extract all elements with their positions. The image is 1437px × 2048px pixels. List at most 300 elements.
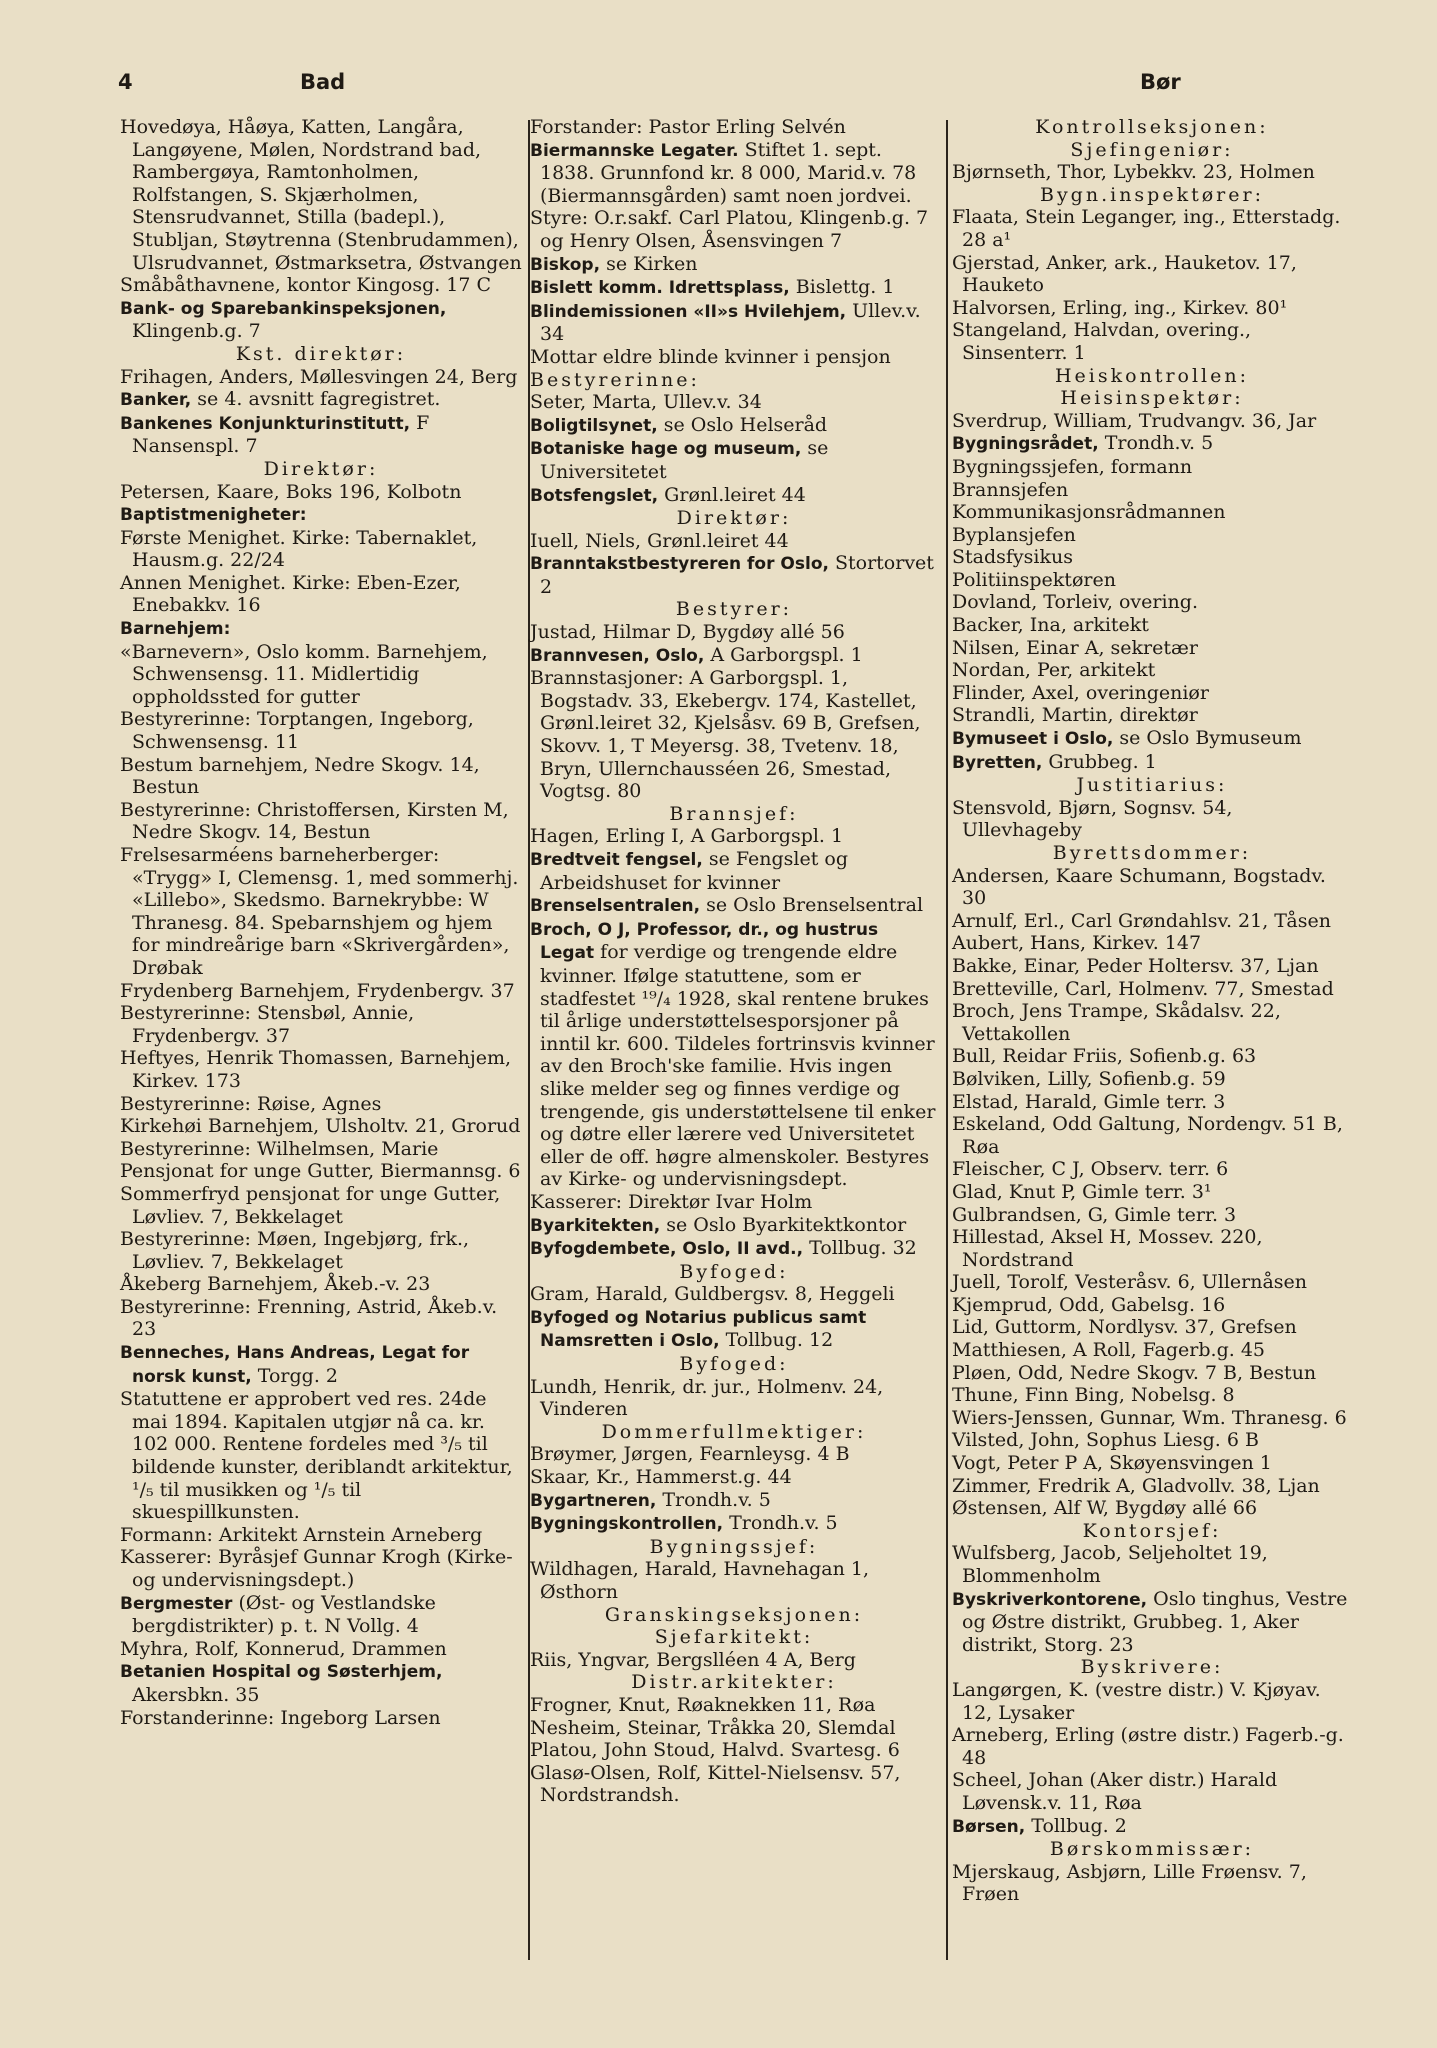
directory-entry <box>952 1068 1352 1091</box>
entry-text: Juell, Torolf, Vesteråsv. 6, Ullernåsen <box>952 1271 1308 1294</box>
entry-text: Hillestad, Aksel H, Mossev. 220, Nordstrand <box>952 1226 1263 1271</box>
entry-text: Bestyrerinne: Stensbøl, Annie, Frydenbergv. 37 <box>120 1002 415 1047</box>
directory-entry <box>952 1679 1352 1724</box>
entry-text: Åkeberg Barnehjem, Åkeb.-v. 23 <box>120 1273 431 1296</box>
directory-entry <box>530 437 938 483</box>
entry-heading: Banker, <box>120 390 192 411</box>
directory-entry <box>530 1443 938 1466</box>
entry-text: Småbåthavnene, kontor Kingosg. 17 C <box>120 274 492 297</box>
entry-text: Byskrivere: <box>1080 1656 1224 1679</box>
entry-text: Statuttene er approbert ved res. 24de mai 1894. Kapitalen utgjør nå ca. kr. 102 000. Rentene fordeles med ³/₅ til bildende kunster, deriblandt arkitektur, ¹/₅ til musikken og ¹/₅ til skuespillkunsten. <box>120 1388 513 1524</box>
entry-text: Tollbug. 2 <box>1025 1814 1127 1837</box>
directory-entry <box>120 503 522 527</box>
directory-entry <box>952 1158 1352 1181</box>
directory-entry <box>952 1113 1352 1158</box>
entry-text: Stensvold, Bjørn, Sognsv. 54, Ullevhageby <box>952 796 1233 842</box>
directory-entry <box>120 844 522 980</box>
directory-entry <box>120 1047 522 1092</box>
directory-entry <box>952 1656 1352 1679</box>
directory-entry <box>530 1237 938 1261</box>
directory-entry <box>530 1694 938 1717</box>
entry-text: Bestyrerinne: <box>530 368 700 391</box>
entry-text: Kommunikasjonsrådmannen <box>952 501 1226 524</box>
directory-entry <box>530 894 938 918</box>
entry-text: Nordan, Per, arkitekt <box>952 659 1156 682</box>
entry-text: Trondh.v. 5 <box>1098 432 1214 455</box>
entry-text: Iuell, Niels, Grønl.leiret 44 <box>530 529 789 552</box>
entry-text: Fleischer, C J, Observ. terr. 6 <box>952 1158 1229 1181</box>
directory-entry <box>952 932 1352 955</box>
entry-heading: Bygningskontrollen, <box>530 1514 724 1535</box>
directory-entry <box>952 297 1352 320</box>
directory-entry <box>952 1271 1352 1294</box>
directory-entry <box>120 1296 522 1341</box>
entry-text: Lundh, Henrik, dr. jur., Holmenv. 24, Vinderen <box>530 1375 884 1421</box>
directory-entry <box>952 1091 1352 1114</box>
directory-entry <box>530 1512 938 1536</box>
directory-entry <box>530 1376 938 1421</box>
entry-text: Backer, Ina, arkitekt <box>952 614 1149 637</box>
entry-text: Torgg. 2 <box>251 1364 338 1387</box>
directory-entry <box>530 1536 938 1559</box>
directory-entry <box>952 1000 1352 1045</box>
directory-entry <box>952 1497 1352 1520</box>
directory-entry <box>530 530 938 553</box>
entry-heading: Bergmester <box>120 1593 233 1614</box>
column-3 <box>952 116 1352 1906</box>
directory-entry <box>120 1546 522 1591</box>
directory-entry <box>120 388 522 412</box>
directory-entry <box>530 1214 938 1238</box>
directory-entry <box>952 682 1352 705</box>
directory-entry <box>120 617 522 641</box>
directory-entry <box>952 365 1352 388</box>
directory-entry <box>120 1115 522 1138</box>
entry-heading: Bygningsrådet, <box>952 434 1099 455</box>
directory-entry <box>952 1407 1352 1430</box>
entry-text: for verdige og trengende eldre kvinner. Ifølge statuttene, som er stadfestet ¹⁹/₄ 1928, skal rentene brukes til årlige understøttelsesporsjoner på inntil kr. 600. Tildeles fortrinsvis kvinner av den Broch'ske familie. Hvis ingen slike melder seg og finnes verdige og trengende, gis understøttelsene til enker og døtre eller lærere ved Universitetet eller de off. høgre almenskoler. Bestyres av Kirke- og undervisningsdept. <box>540 941 936 1191</box>
entry-heading: Børsen, <box>952 1816 1026 1837</box>
directory-entry <box>530 1671 938 1694</box>
directory-entry <box>530 484 938 508</box>
directory-entry <box>952 501 1352 524</box>
directory-entry <box>952 456 1352 479</box>
entry-text: se Oslo Brenselsentral <box>700 894 924 917</box>
entry-text: Platou, John Stoud, Halvd. Svartesg. 6 <box>530 1739 900 1762</box>
entry-text: Bjørnseth, Thor, Lybekkv. 23, Holmen <box>952 161 1315 184</box>
directory-entry <box>530 391 938 414</box>
entry-heading: Baptistmenigheter: <box>120 505 307 526</box>
directory-entry <box>120 980 522 1003</box>
directory-entry <box>952 1724 1352 1769</box>
directory-entry <box>530 1649 938 1672</box>
entry-text: Lid, Guttorm, Nordlysv. 37, Grefsen <box>952 1316 1297 1339</box>
entry-heading: Bank- og Sparebankinspeksjonen, <box>120 298 447 319</box>
directory-entry <box>530 1739 938 1762</box>
directory-entry <box>120 754 522 799</box>
entry-text: Langørgen, K. (vestre distr.) V. Kjøyav. 12, Lysaker <box>952 1678 1321 1724</box>
entry-text: Justad, Hilmar D, Bygdøy allé 56 <box>530 621 845 644</box>
directory-entry <box>120 1138 522 1161</box>
directory-entry <box>952 1520 1352 1543</box>
entry-text: F Nansenspl. 7 <box>132 411 430 458</box>
entry-heading: Bredtveit fengsel, <box>530 850 703 870</box>
entry-text: Klingenb.g. 7 <box>132 320 261 343</box>
entry-text: Kontorsjef: <box>1082 1519 1222 1542</box>
entry-text: Brannsjefen <box>952 478 1069 501</box>
directory-entry <box>120 1388 522 1524</box>
directory-entry <box>952 546 1352 569</box>
directory-entry <box>952 910 1352 933</box>
directory-entry <box>120 366 522 389</box>
entry-text: Granskingseksjonen: <box>604 1603 864 1626</box>
directory-entry <box>952 1475 1352 1498</box>
entry-text: se Kirken <box>600 252 698 275</box>
directory-entry <box>952 524 1352 547</box>
directory-entry <box>952 161 1352 184</box>
directory-entry <box>952 1294 1352 1317</box>
directory-entry <box>120 1183 522 1228</box>
entry-text: Frydenberg Barnehjem, Frydenbergv. 37 <box>120 979 515 1002</box>
directory-entry <box>952 727 1352 751</box>
entry-text: se 4. avsnitt fagregistret. <box>191 388 441 411</box>
entry-text: Mjerskaug, Asbjørn, Lille Frøensv. 7, Frøen <box>952 1860 1307 1906</box>
entry-text: Bestyrerinne: Wilhelmsen, Marie <box>120 1137 439 1160</box>
directory-entry <box>120 1093 522 1116</box>
directory-entry <box>530 1466 938 1489</box>
directory-entry <box>952 797 1352 842</box>
entry-text: Sommerfryd pensjonat for unge Gutter, Løvliev. 7, Bekkelaget <box>120 1182 501 1228</box>
entry-text: Zimmer, Fredrik A, Gladvollv. 38, Ljan <box>952 1474 1320 1497</box>
entry-text: Glad, Knut P, Gimle terr. 3¹ <box>952 1180 1212 1203</box>
running-head-right: Bør <box>1140 70 1181 94</box>
column-2 <box>530 116 938 1807</box>
entry-text: Nesheim, Steinar, Tråkka 20, Slemdal <box>530 1716 896 1739</box>
entry-text: A Garborgspl. 1 <box>704 643 863 666</box>
directory-entry <box>952 704 1352 727</box>
directory-entry <box>530 1191 938 1214</box>
entry-text: Seter, Marta, Ullev.v. 34 <box>530 391 762 414</box>
directory-entry <box>952 1429 1352 1452</box>
directory-entry <box>952 410 1352 433</box>
directory-entry <box>530 1604 938 1627</box>
directory-entry <box>952 637 1352 660</box>
entry-text: Forstanderinne: Ingeborg Larsen <box>120 1706 441 1729</box>
directory-entry <box>530 300 938 346</box>
entry-text: Strandli, Martin, direktør <box>952 704 1198 727</box>
entry-text: Broch, Jens Trampe, Skådalsv. 22, Vettakollen <box>952 1000 1281 1045</box>
entry-heading: Byfoged og Notarius publicus samt Namsretten i Oslo, <box>530 1307 867 1352</box>
entry-text: Styre: O.r.sakf. Carl Platou, Klingenb.g. 7 og Henry Olsen, Åsensvingen 7 <box>530 207 929 252</box>
entry-heading: Brannvesen, Oslo, <box>530 645 705 666</box>
entry-text: Kjemprud, Odd, Gabelsg. 16 <box>952 1293 1226 1316</box>
directory-entry <box>530 1421 938 1444</box>
directory-entry <box>530 139 938 208</box>
entry-text: Oslo tinghus, Vestre og Østre distrikt, Grubbeg. 1, Aker distrikt, Storg. 23 <box>962 1587 1348 1656</box>
directory-entry <box>120 412 522 458</box>
entry-text: Børskommissær: <box>1049 1838 1255 1861</box>
directory-entry <box>952 1838 1352 1861</box>
entry-text: Flaata, Stein Leganger, ing., Etterstadg. 28 a¹ <box>952 206 1341 251</box>
directory-entry <box>530 1717 938 1740</box>
entry-text: Sverdrup, William, Trudvangv. 36, Jar <box>952 409 1317 432</box>
entry-heading: Byretten, <box>952 752 1043 773</box>
directory-entry <box>530 1353 938 1376</box>
entry-heading: Bymuseet i Oslo, <box>952 729 1114 750</box>
entry-text: Tollbug. 32 <box>803 1237 917 1260</box>
entry-text: Trondh.v. 5 <box>656 1488 771 1511</box>
entry-text: Gulbrandsen, G, Gimle terr. 3 <box>952 1203 1237 1226</box>
directory-entry <box>530 276 938 300</box>
entry-text: Bestyrerinne: Torptangen, Ingeborg, Schwensensg. 11 <box>120 708 474 754</box>
entry-text: Første Menighet. Kirke: Tabernaklet, Hausm.g. 22/24 <box>120 526 478 572</box>
directory-entry <box>952 1769 1352 1814</box>
entry-text: Matthiesen, A Roll, Fagerb.g. 45 <box>952 1339 1265 1362</box>
entry-text: Frihagen, Anders, Møllesvingen 24, Berg <box>120 365 518 388</box>
directory-entry <box>530 1558 938 1603</box>
entry-text: Frelsesarméens barneherberger: «Trygg» I, Clemensg. 1, med sommerhj. «Lillebo», Skedsmo. Barnekrybbe: W Thranesg. 84. Spebarnshjem og hjem for mindreårige barn «Skrivergården», Drøbak <box>120 844 519 979</box>
directory-entry <box>952 116 1352 139</box>
directory-entry <box>530 116 938 139</box>
directory-entry <box>530 667 938 803</box>
entry-text: Pensjonat for unge Gutter, Biermannsg. 6 <box>120 1160 521 1183</box>
entry-text: Bestyrerinne: Møen, Ingebjørg, frk., Løvliev. 7, Bekkelaget <box>120 1228 470 1273</box>
entry-text: Dovland, Torleiv, overing. <box>952 591 1198 614</box>
directory-entry <box>530 207 938 252</box>
directory-entry <box>530 848 938 894</box>
entry-text: Annen Menighet. Kirke: Eben-Ezer, Enebakkv. 16 <box>120 571 461 617</box>
entry-text: Grønl.leiret 44 <box>658 483 806 506</box>
column-divider <box>946 120 948 1960</box>
directory-entry <box>952 659 1352 682</box>
entry-text: Byfoged: <box>679 1260 789 1283</box>
entry-text: se Oslo Byarkitektkontor <box>660 1213 907 1236</box>
entry-text: Grubbeg. 1 <box>1042 750 1157 773</box>
entry-text: (Øst- og Vestlandske bergdistrikter) p. t. N Vollg. 4 <box>132 1591 436 1638</box>
directory-entry <box>530 621 938 644</box>
directory-entry <box>530 552 938 598</box>
entry-text: Bygningssjef: <box>649 1535 819 1558</box>
entry-text: Mottar eldre blinde kvinner i pensjon <box>530 345 891 368</box>
directory-entry <box>952 432 1352 456</box>
directory-entry <box>530 1762 938 1807</box>
entry-text: Gram, Harald, Guldbergsv. 8, Heggeli <box>530 1283 895 1306</box>
entry-text: Byfoged: <box>679 1353 789 1376</box>
entry-text: Akersbkn. 35 <box>132 1683 260 1706</box>
directory-entry <box>952 751 1352 775</box>
entry-text: Distr.arkitekter: <box>631 1671 837 1694</box>
entry-heading: Benneches, Hans Andreas, Legat for norsk kunst, <box>120 1343 470 1387</box>
entry-text: Eskeland, Odd Galtung, Nordengv. 51 B, Røa <box>952 1113 1343 1158</box>
entry-text: Halvorsen, Erling, ing., Kirkev. 80¹ <box>952 296 1288 319</box>
directory-entry <box>530 803 938 826</box>
directory-entry <box>952 1204 1352 1227</box>
directory-entry <box>952 1316 1352 1339</box>
entry-text: Bestyrer: <box>675 598 793 621</box>
directory-entry <box>530 1626 938 1649</box>
directory-entry <box>952 1045 1352 1068</box>
directory-entry <box>530 1489 938 1513</box>
entry-text: Bygn.inspektører: <box>1039 183 1264 206</box>
entry-heading: Byskriverkontorene, <box>952 1589 1148 1610</box>
directory-entry <box>952 1339 1352 1362</box>
entry-heading: Betanien Hospital og Søsterhjem, <box>120 1662 443 1683</box>
entry-text: Stangeland, Halvdan, overing., Sinsenterr. 1 <box>952 319 1252 364</box>
directory-entry <box>120 1273 522 1296</box>
directory-entry <box>952 252 1352 297</box>
directory-entry <box>952 978 1352 1001</box>
directory-entry <box>952 842 1352 865</box>
entry-text: Brøymer, Jørgen, Fearnleysg. 4 B <box>530 1443 850 1466</box>
entry-text: Bestyrerinne: Røise, Agnes <box>120 1092 382 1115</box>
entry-text: «Barnevern», Oslo komm. Barnehjem, Schwensensg. 11. Midlertidig oppholdssted for gutter <box>120 640 488 708</box>
directory-entry <box>952 774 1352 797</box>
entry-text: Bull, Reidar Friis, Sofienb.g. 63 <box>952 1045 1257 1068</box>
entry-text: Brannstasjoner: A Garborgspl. 1, Bogstadv. 33, Ekebergv. 174, Kastellet, Grønl.leiret 32, Kjelsåsv. 69 B, Grefsen, Skovv. 1, T Meyersg. 38, Tvetenv. 18, Bryn, Ullernchausséen 26, Smestad, Vogtsg. 80 <box>530 667 921 803</box>
entry-text: se Oslo Helseråd <box>657 413 828 436</box>
directory-entry <box>530 346 938 369</box>
entry-text: Byrettsdommer: <box>1052 842 1252 864</box>
directory-entry <box>120 1341 522 1388</box>
directory-entry <box>120 1707 522 1730</box>
entry-text: Arnulf, Erl., Carl Grøndahlsv. 21, Tåsen <box>952 909 1331 932</box>
entry-text: Andersen, Kaare Schumann, Bogstadv. 30 <box>952 864 1326 910</box>
entry-text: Trondh.v. 5 <box>723 1512 838 1535</box>
entry-text: Bestyrerinne: Frenning, Astrid, Åkeb.v. 23 <box>120 1295 498 1341</box>
directory-entry <box>120 297 522 343</box>
entry-text: Sjefingeniør: <box>1070 138 1234 161</box>
directory-entry <box>530 1283 938 1306</box>
entry-heading: Broch, O J, Professor, dr., og hustrus Legat <box>530 919 879 964</box>
entry-heading: Blindemissionen «II»s Hvilehjem, <box>530 301 847 322</box>
directory-entry <box>952 206 1352 251</box>
entry-text: Bakke, Einar, Peder Holtersv. 37, Ljan <box>952 954 1319 977</box>
entry-text: Stortorvet 2 <box>540 552 934 598</box>
entry-text: Vilsted, John, Sophus Liesg. 6 B <box>952 1429 1259 1452</box>
directory-entry <box>952 387 1352 410</box>
entry-text: Arneberg, Erling (østre distr.) Fagerb.-g. 48 <box>952 1724 1344 1769</box>
entry-text: Direktør: <box>263 457 379 480</box>
directory-entry <box>120 1592 522 1638</box>
entry-text: Heftyes, Henrik Thomassen, Barnehjem, Kirkev. 173 <box>120 1047 512 1092</box>
entry-text: Tollbug. 12 <box>719 1329 834 1352</box>
directory-entry <box>952 569 1352 592</box>
directory-entry <box>952 1226 1352 1271</box>
entry-text: Heiskontrollen: <box>1054 364 1250 387</box>
directory-entry <box>120 527 522 572</box>
entry-heading: Bankenes Konjunkturinstitutt, <box>120 413 411 434</box>
entry-text: Kirkehøi Barnehjem, Ulsholtv. 21, Grorud <box>120 1115 521 1138</box>
column-1 <box>120 116 522 1729</box>
entry-text: se Oslo Bymuseum <box>1113 727 1302 750</box>
entry-heading: Bislett komm. Idrettsplass, <box>530 278 790 299</box>
directory-entry <box>952 1362 1352 1385</box>
entry-text: Sjefarkitekt: <box>654 1626 814 1649</box>
entry-text: Politiinspektøren <box>952 568 1116 591</box>
directory-entry <box>120 799 522 844</box>
directory-entry <box>120 1160 522 1183</box>
entry-text: Aubert, Hans, Kirkev. 147 <box>952 932 1202 955</box>
directory-entry <box>120 116 522 274</box>
entry-text: Bislettg. 1 <box>789 276 895 299</box>
entry-text: Byplansjefen <box>952 523 1076 546</box>
entry-text: se Universitetet <box>540 437 829 483</box>
entry-heading: Brenselsentralen, <box>530 896 701 917</box>
entry-text: Hagen, Erling I, A Garborgspl. 1 <box>530 825 844 848</box>
entry-heading: Byfogdembete, Oslo, II avd., <box>530 1239 804 1260</box>
entry-text: Hovedøya, Håøya, Katten, Langåra, Langøyene, Mølen, Nordstrand bad, Rambergøya, Ramtonholmen, Rolfstangen, S. Skjærholmen, Stensrudvannet, Stilla (badepl.), Stubljan, Støytrenna (Stenbrudammen), Ulsrudvannet, Østmarksetra, Østvangen <box>120 116 522 274</box>
entry-text: Bestyrerinne: Christoffersen, Kirsten M, Nedre Skogv. 14, Bestun <box>120 798 509 844</box>
entry-heading: Biermannske Legater. <box>530 140 739 161</box>
directory-entry <box>120 1524 522 1547</box>
entry-text: Brannsjef: <box>669 802 799 825</box>
directory-entry <box>952 1861 1352 1906</box>
entry-text: Bretteville, Carl, Holmenv. 77, Smestad <box>952 977 1334 1000</box>
entry-heading: Byarkitekten, <box>530 1215 661 1236</box>
directory-entry <box>952 1452 1352 1475</box>
entry-text: Justitiarius: <box>1076 774 1228 797</box>
directory-entry <box>120 458 522 481</box>
entry-text: Bygningssjefen, formann <box>952 455 1193 478</box>
entry-text: Wiers-Jenssen, Gunnar, Wm. Thranesg. 6 <box>952 1406 1347 1429</box>
entry-text: Bestum barnehjem, Nedre Skogv. 14, Bestun <box>120 753 480 799</box>
entry-text: se Fengslet og Arbeidshuset for kvinner <box>540 848 848 894</box>
entry-text: Gjerstad, Anker, ark., Hauketov. 17, Hauketo <box>952 251 1297 297</box>
entry-text: Myhra, Rolf, Konnerud, Drammen <box>120 1637 447 1660</box>
entry-heading: Branntakstbestyreren for Oslo, <box>530 554 829 575</box>
directory-entry <box>952 479 1352 502</box>
entry-text: Formann: Arkitekt Arnstein Arneberg <box>120 1523 483 1546</box>
directory-entry <box>952 1588 1352 1657</box>
directory-entry <box>530 507 938 530</box>
directory-entry <box>530 1306 938 1353</box>
directory-entry <box>120 1660 522 1706</box>
directory-entry <box>952 1384 1352 1407</box>
directory-entry <box>952 865 1352 910</box>
page-number: 4 <box>118 70 133 94</box>
entry-text: Forstander: Pastor Erling Selvén <box>530 116 846 138</box>
directory-entry <box>952 139 1352 162</box>
entry-heading: Barnehjem: <box>120 619 231 640</box>
directory-entry <box>120 274 522 297</box>
directory-entry <box>952 1181 1352 1204</box>
directory-entry <box>120 572 522 617</box>
entry-heading: Biskop, <box>530 254 601 275</box>
entry-text: Wulfsberg, Jacob, Seljeholtet 19, Blommenholm <box>952 1542 1268 1587</box>
entry-text: Frogner, Knut, Røaknekken 11, Røa <box>530 1693 876 1716</box>
entry-text: Riis, Yngvar, Bergslléen 4 A, Berg <box>530 1648 856 1671</box>
directory-entry <box>530 825 938 848</box>
entry-text: Direktør: <box>676 507 792 530</box>
entry-text: Ullev.v. 34 <box>540 299 921 346</box>
directory-entry <box>530 644 938 668</box>
directory-entry <box>530 253 938 277</box>
entry-text: Kasserer: Byråsjef Gunnar Krogh (Kirke- og undervisningsdept.) <box>120 1546 513 1591</box>
directory-entry <box>120 481 522 504</box>
entry-heading: Boligtilsynet, <box>530 415 658 436</box>
entry-text: Dommerfullmektiger: <box>601 1420 867 1443</box>
entry-text: Kasserer: Direktør Ivar Holm <box>530 1190 813 1213</box>
entry-text: Stiftet 1. sept. 1838. Grunnfond kr. 8 000, Marid.v. 78 (Biermannsgården) samt noen jordvei. <box>540 138 917 207</box>
entry-text: Kontrollseksjonen: <box>1035 116 1269 138</box>
entry-text: Elstad, Harald, Gimle terr. 3 <box>952 1090 1226 1113</box>
entry-text: Petersen, Kaare, Boks 196, Kolbotn <box>120 480 462 503</box>
directory-entry <box>530 598 938 621</box>
directory-entry <box>120 1228 522 1273</box>
directory-entry <box>952 955 1352 978</box>
directory-entry <box>530 918 938 1191</box>
entry-text: Flinder, Axel, overingeniør <box>952 681 1209 704</box>
